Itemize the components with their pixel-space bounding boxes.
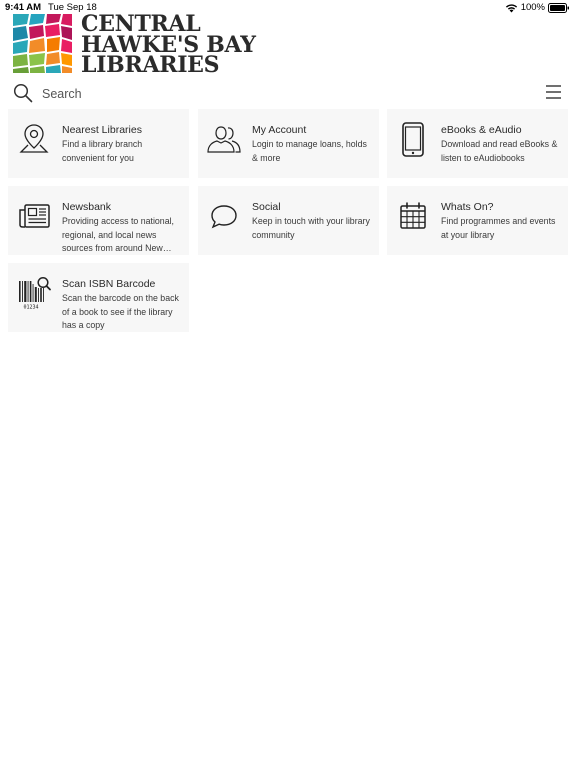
tablet-icon bbox=[395, 121, 431, 157]
wifi-icon bbox=[505, 3, 518, 13]
logo-line-1: CENTRAL bbox=[81, 11, 201, 37]
tile-text bbox=[62, 278, 184, 333]
status-indicators bbox=[505, 2, 570, 13]
tile-title: Nearest Libraries bbox=[62, 124, 142, 136]
tile-nearest-libraries[interactable] bbox=[8, 109, 189, 178]
tile-ebooks-eaudio[interactable] bbox=[387, 109, 568, 178]
tile-newsbank[interactable] bbox=[8, 186, 189, 255]
tile-description: Find programmes and events at your library bbox=[441, 216, 556, 240]
tile-title: Social bbox=[252, 201, 281, 213]
newspaper-icon bbox=[16, 198, 52, 234]
chat-bubble-icon bbox=[206, 198, 242, 234]
status-date: Tue Sep 18 bbox=[48, 2, 97, 13]
logo-line-2: HAWKE'S BAY bbox=[81, 31, 256, 58]
tile-description: Download and read eBooks & listen to eAudiobooks bbox=[441, 139, 558, 163]
tile-title: Scan ISBN Barcode bbox=[62, 278, 156, 290]
status-time: 9:41 AM bbox=[5, 2, 42, 13]
search-bar bbox=[0, 80, 576, 108]
tile-text bbox=[252, 201, 374, 242]
tile-description: Find a library branch convenient for you bbox=[62, 139, 143, 163]
map-pin-icon bbox=[16, 121, 52, 157]
tile-title: Newsbank bbox=[62, 201, 112, 213]
logo-line-3: LIBRARIES bbox=[81, 52, 220, 78]
tile-text bbox=[252, 124, 374, 165]
tile-title: My Account bbox=[252, 124, 307, 136]
tile-title: eBooks & eAudio bbox=[441, 124, 522, 136]
users-icon bbox=[206, 121, 242, 157]
battery-percent: 100% bbox=[520, 2, 545, 13]
tile-title: Whats On? bbox=[441, 201, 494, 213]
search-icon[interactable] bbox=[13, 83, 33, 103]
tile-description: Scan the barcode on the back of a book to see if the library has a copy bbox=[62, 293, 179, 330]
tile-text bbox=[62, 201, 184, 256]
tile-scan-isbn-barcode[interactable] bbox=[8, 263, 189, 332]
logo-mosaic-icon bbox=[13, 14, 72, 73]
tile-description: Providing access to national, regional, and local news sources from around New… bbox=[62, 216, 174, 253]
tile-text bbox=[62, 124, 184, 165]
barcode-digits: 01234 bbox=[23, 304, 39, 311]
tile-text bbox=[441, 201, 563, 242]
battery-icon bbox=[548, 3, 570, 13]
calendar-icon bbox=[395, 198, 431, 234]
tile-my-account[interactable] bbox=[198, 109, 379, 178]
tile-text bbox=[441, 124, 563, 165]
barcode-scan-icon bbox=[16, 275, 52, 311]
tile-description: Keep in touch with your library community bbox=[252, 216, 370, 240]
search-input[interactable] bbox=[42, 85, 342, 103]
logo-wordmark bbox=[81, 11, 256, 78]
hamburger-menu-icon[interactable] bbox=[546, 85, 561, 99]
tile-whats-on[interactable] bbox=[387, 186, 568, 255]
tile-description: Login to manage loans, holds & more bbox=[252, 139, 367, 163]
tile-social[interactable] bbox=[198, 186, 379, 255]
library-logo[interactable] bbox=[13, 11, 256, 78]
